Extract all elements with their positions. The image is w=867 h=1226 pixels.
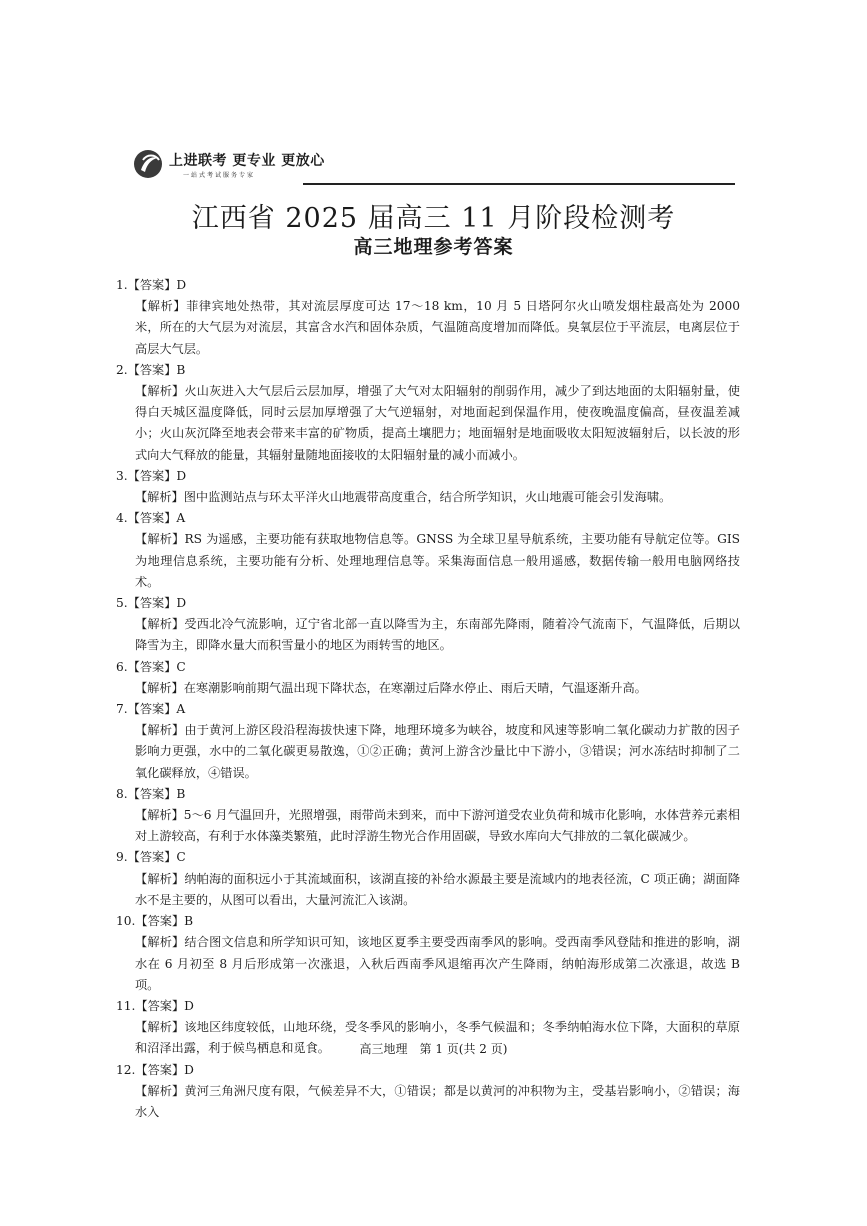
brand-subslogan: 一站式考试服务专家 xyxy=(183,172,256,179)
question-number: 7. xyxy=(116,702,128,717)
page-footer: 高三地理 第 1 页(共 2 页) xyxy=(359,1042,508,1056)
question-item xyxy=(116,508,740,593)
answer-text: 【答案】D xyxy=(127,278,187,292)
question-number: 2. xyxy=(116,362,128,377)
answer-text: 【答案】D xyxy=(127,468,187,483)
page-header xyxy=(133,146,735,186)
answer-text: 【答案】B xyxy=(127,362,186,377)
question-number: 3. xyxy=(116,468,128,483)
question-item xyxy=(116,593,740,657)
answer-text: 【答案】B xyxy=(127,786,186,801)
explanation-text: 【解析】图中监测站点与环太平洋火山地震带高度重合，结合所学知识，火山地震可能会引发海啸。 xyxy=(135,490,672,505)
explanation-text: 【解析】该地区纬度较低，山地环绕，受冬季风的影响小，冬季气候温和；冬季纳帕海水位下降，大面积的草原和沼泽出露，利于候鸟栖息和觅食。 xyxy=(135,1020,740,1056)
question-number: 8. xyxy=(116,786,128,801)
question-number: 5. xyxy=(116,596,128,611)
question-item xyxy=(116,1060,740,1124)
explanation-text: 【解析】RS 为遥感，主要功能有获取地物信息等。GNSS 为全球卫星导航系统，主要功能有导航定位等。GIS 为地理信息系统，主要功能有分析、处理地理信息等。采集海面信息一般用遥感，数据传输一般用电脑网络技术。 xyxy=(135,532,740,589)
explanation-text: 【解析】黄河三角洲尺度有限，气候差异不大，①错误；都是以黄河的冲积物为主，受基岩影响小，②错误；海水入 xyxy=(135,1083,740,1119)
answer-line xyxy=(116,508,740,529)
question-number: 4. xyxy=(116,511,128,526)
question-number: 9. xyxy=(116,850,128,865)
page-subtitle: 高三地理参考答案 xyxy=(353,236,514,258)
question-item xyxy=(116,847,740,911)
question-number: 10. xyxy=(116,914,136,929)
answer-line xyxy=(116,593,740,614)
answer-line xyxy=(116,275,740,296)
answer-text: 【答案】C xyxy=(127,850,186,865)
explanation-text: 【解析】由于黄河上游区段沿程海拔快速下降，地理环境多为峡谷，坡度和风速等影响二氧化碳动力扩散的因子影响力更强，水中的二氧化碳更易散逸，①②正确；黄河上游含沙量比中下游小，③错误；河水冻结时抑制了二氧化碳释放，④错误。 xyxy=(135,723,740,780)
brand-slogan: 上进联考 更专业 更放心 xyxy=(169,153,325,169)
question-item xyxy=(116,911,740,996)
question-number: 1. xyxy=(116,278,128,292)
explanation-text: 【解析】纳帕海的面积远小于其流域面积，该湖直接的补给水源最主要是流域内的地表径流，C 项正确；湖面降水不是主要的，从图可以看出，大量河流汇入该湖。 xyxy=(135,871,740,907)
explanation-text: 【解析】受西北冷气流影响，辽宁省北部一直以降雪为主，东南部先降雨，随着冷气流南下，气温降低，后期以降雪为主，即降水量大而积雪量小的地区为雨转雪的地区。 xyxy=(135,617,740,653)
question-item xyxy=(116,466,740,508)
explanation-text: 【解析】火山灰进入大气层后云层加厚，增强了大气对太阳辐射的削弱作用，减少了到达地面的太阳辐射量，使得白天城区温度降低，同时云层加厚增强了大气逆辐射，对地面起到保温作用，使夜晚温度偏高，昼夜温差减小；火山灰沉降至地表会带来丰富的矿物质，提高土壤肥力；地面辐射是地面吸收太阳短波辐射后，以长波的形式向大气释放的能量，其辐射量随地面接收的太阳辐射量的减小而减小。 xyxy=(135,384,740,462)
answer-text: 【答案】A xyxy=(127,702,186,717)
header-divider xyxy=(303,183,735,185)
answer-text: 【答案】A xyxy=(127,511,186,526)
question-item xyxy=(116,275,740,360)
question-item xyxy=(116,784,740,848)
answer-list xyxy=(116,275,740,1123)
answer-line xyxy=(116,699,740,720)
question-number: 6. xyxy=(116,659,128,674)
answer-line xyxy=(116,996,740,1017)
question-number: 12. xyxy=(116,1062,136,1077)
explanation-text: 【解析】菲律宾地处热带，其对流层厚度可达 17～18 km，10 月 5 日塔阿尔火山喷发烟柱最高处为 2000 米，所在的大气层为对流层，其富含水汽和固体杂质，气温随高度增加而降低。臭氧层位于平流层，电离层位于高层大气层。 xyxy=(135,299,740,356)
answer-line xyxy=(116,847,740,868)
explanation-text: 【解析】5～6 月气温回升，光照增强，雨带尚未到来，而中下游河道受农业负荷和城市化影响，水体营养元素相对上游较高，有利于水体藻类繁殖，此时浮游生物光合作用固碳，导致水库向大气排放的二氧化碳减少。 xyxy=(135,808,740,844)
answer-line xyxy=(116,911,740,932)
question-item xyxy=(116,657,740,699)
answer-line xyxy=(116,360,740,381)
answer-line xyxy=(116,784,740,805)
question-item xyxy=(116,360,740,466)
brand-logo-icon xyxy=(133,148,163,180)
answer-line xyxy=(116,466,740,487)
answer-text: 【答案】C xyxy=(127,659,186,674)
explanation-text: 【解析】结合图文信息和所学知识可知，该地区夏季主要受西南季风的影响。受西南季风登陆和推进的影响，湖水在 6 月初至 8 月后形成第一次涨退，入秋后西南季风退缩再次产生降雨，纳帕海形成第二次涨退，故选 B 项。 xyxy=(135,935,740,992)
answer-text: 【答案】D xyxy=(127,596,187,611)
answer-text: 【答案】D xyxy=(135,1062,194,1077)
question-item xyxy=(116,699,740,784)
answer-line xyxy=(116,1060,740,1081)
page-title: 江西省 2025 届高三 11 月阶段检测考 xyxy=(191,203,676,234)
explanation-text: 【解析】在寒潮影响前期气温出现下降状态，在寒潮过后降水停止、雨后天晴，气温逐渐升高。 xyxy=(135,680,647,695)
answer-text: 【答案】D xyxy=(135,998,194,1013)
answer-text: 【答案】B xyxy=(135,914,194,929)
question-number: 11. xyxy=(116,998,136,1013)
answer-line xyxy=(116,657,740,678)
